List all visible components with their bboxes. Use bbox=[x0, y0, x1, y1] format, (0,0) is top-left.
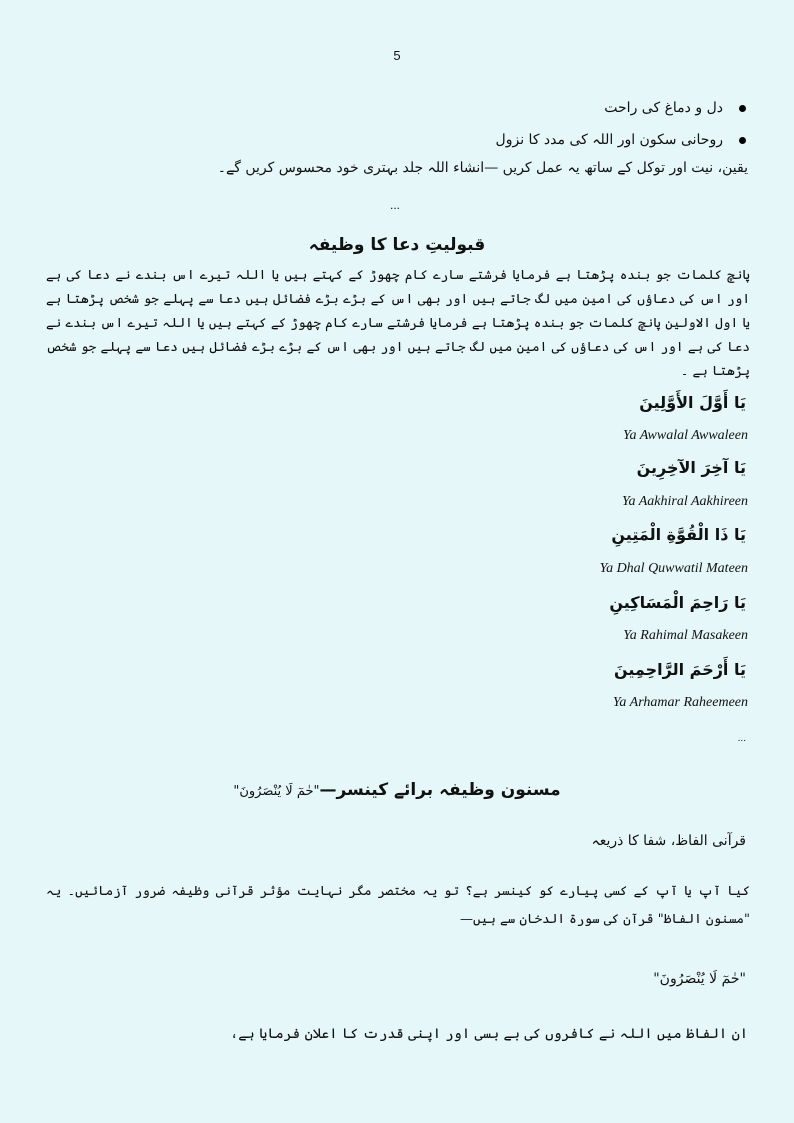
section-paragraph: پانچ کلمات جو بندہ پڑھتا ہے فرمایا فرشتے سارے کام چھوڑ کے کہتے ہیں یا اللہ تیرے اس بندے نے دعا کی ہے اور اس کی دعاؤں کی امین میں لگ جاتے ہیں اور بھی اس کے بڑے بڑے فضائل ہیں دعا سے پہلے جو شخص پڑھتا ہے یا اول الاولین پانچ کلمات جو بندہ پڑھتا ہے فرمایا فرشتے سارے کام چھوڑ کے کہتے ہیں یا اللہ تیرے اس بندے نے دعا کی ہے اور اس کی دعاؤں کی امین میں لگ جاتے ہیں اور بھی اس کے بڑے بڑے فضائل ہیں دعا سے پہلے جو شخص پڑھتا ہے ۔ bbox=[46, 268, 750, 379]
subheading: قرآنی الفاظ، شفا کا ذریعہ bbox=[591, 833, 746, 849]
list-item: دل و دماغ کی راحت bbox=[146, 92, 746, 124]
divine-name-transliteration: Ya Arhamar Raheemeen bbox=[612, 695, 748, 710]
divine-name-transliteration: Ya Dhal Quwwatil Mateen bbox=[599, 561, 748, 576]
page-number: 5 bbox=[393, 48, 401, 63]
divine-name-transliteration: Ya Awwalal Awwaleen bbox=[622, 428, 748, 443]
benefits-list bbox=[146, 92, 746, 156]
section-heading-dua: قبولیتِ دعا کا وظیفہ bbox=[308, 235, 486, 255]
closing-paragraph: ان الفاظ میں اللہ نے کافروں کی بے بسی اور اپنی قدرت کا اعلان فرمایا ہے، bbox=[230, 1026, 748, 1042]
divine-name-transliteration: Ya Rahimal Masakeen bbox=[623, 628, 748, 643]
quranic-verse: "حٰمٓ لَا يُنْصَرُونَ" bbox=[653, 971, 746, 987]
section-heading-cancer: مسنون وظیفہ برائے کینسر—"حٰمٓ لَا يُنْصَرُونَ" bbox=[233, 780, 561, 800]
separator-dots: ... bbox=[737, 733, 746, 744]
list-item: روحانی سکون اور اللہ کی مدد کا نزول bbox=[146, 124, 746, 156]
closing-line: یقین، نیت اور توکل کے ساتھ یہ عمل کریں —انشاء اللہ جلد بہتری خود محسوس کریں گے۔ bbox=[217, 160, 748, 176]
divine-name-arabic: يَا ذَا الْقُوَّةِ الْمَتِينِ bbox=[611, 525, 746, 544]
divine-name-arabic: يَا أَوَّلَ الأَوَّلِينَ bbox=[639, 393, 746, 412]
divine-name-arabic: يَا آخِرَ الآخِرِينَ bbox=[636, 458, 746, 477]
divine-name-arabic: يَا رَاحِمَ الْمَسَاكِينِ bbox=[609, 593, 746, 612]
section-paragraph: کیا آپ یا آپ کے کسی پیارے کو کینسر ہے؟ تو یہ مختصر مگر نہایت مؤثر قرآنی وظیفہ ضرور آزمائیں۔ یہ "مسنون الفاظ" قرآن کی سورۃ الدخان سے ہیں— bbox=[46, 884, 750, 927]
separator-dots: ... bbox=[390, 198, 401, 212]
divine-name-arabic: يَا أَرْحَمَ الرَّاحِمِينَ bbox=[613, 660, 746, 679]
bullet-icon bbox=[739, 105, 746, 112]
bullet-icon bbox=[739, 137, 746, 144]
divine-name-transliteration: Ya Aakhiral Aakhireen bbox=[622, 494, 748, 509]
